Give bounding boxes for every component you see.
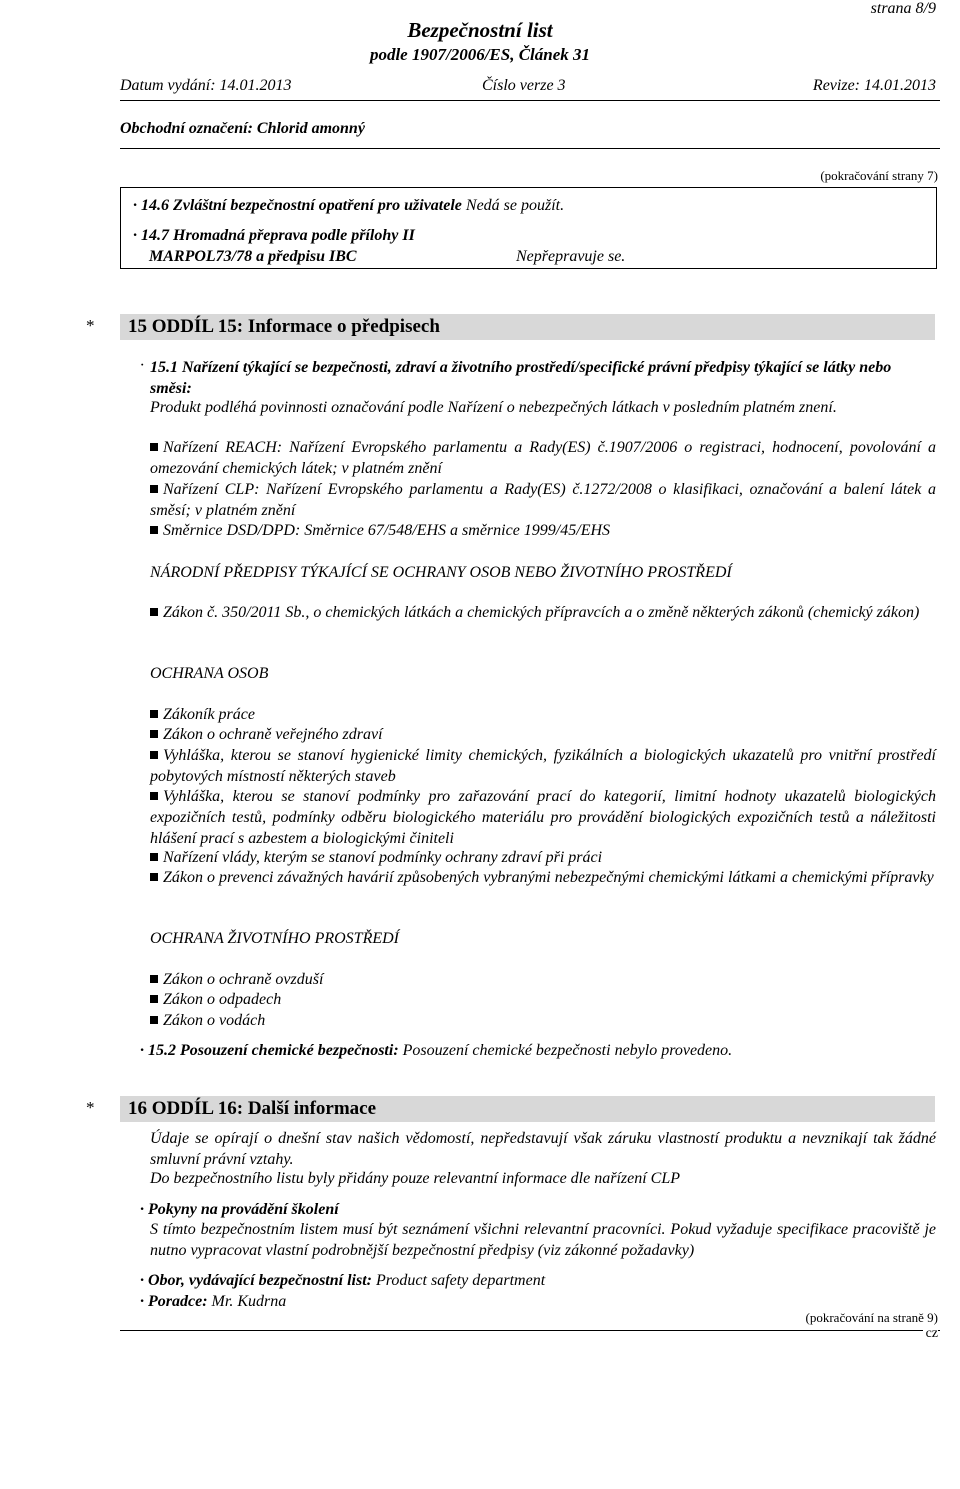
section-14-box	[120, 187, 937, 269]
continued-from: (pokračování strany 7)	[820, 168, 938, 183]
row-14-6	[133, 195, 564, 216]
version-number: Číslo verze 3	[482, 77, 566, 94]
reg-dsd: Směrnice DSD/DPD: Směrnice 67/548/EHS a směrnice 1999/45/EHS	[150, 520, 610, 541]
persons-heading: OCHRANA OSOB	[150, 665, 269, 682]
national-heading: NÁRODNÍ PŘEDPISY TÝKAJÍCÍ SE OCHRANY OSOB NEBO ŽIVOTNÍHO PROSTŘEDÍ	[150, 564, 732, 581]
bullet-square-icon	[150, 608, 158, 616]
subsection-15-2: · 15.2 Posouzení chemické bezpečnosti: Posouzení chemické bezpečnosti nebylo provedeno.	[140, 1042, 733, 1059]
language-code: cz	[923, 1326, 938, 1342]
reg-clp: Nařízení CLP: Nařízení Evropského parlamentu a Rady(ES) č.1272/2008 o klasifikaci, označování a balení látek a směsí; v platném znění	[150, 481, 936, 519]
bullet-square-icon	[150, 873, 158, 881]
env-item: Zákon o ochraně ovzduší	[150, 969, 323, 990]
bullet-square-icon	[150, 485, 158, 493]
section-16-text-1: Údaje se opírají o dnešní stav našich vědomostí, nepředstavují však záruku vlastností produktu a nevznikají tak žádné smluvní právní vztahy.	[150, 1130, 936, 1168]
training-title: · Pokyny na provádění školení	[140, 1201, 339, 1218]
persons-item: Zákon o prevenci závažných havárií způsobených vybranými nebezpečnými chemickými látkami a chemickými přípravky	[150, 867, 936, 888]
chemical-law: Zákon č. 350/2011 Sb., o chemických látkách a chemických přípravcích a o změně některých zákonů (chemický zákon)	[150, 602, 936, 623]
reg-reach: Nařízení REACH: Nařízení Evropského parlamentu a Rady(ES) č.1907/2006 o registraci, hodnocení, povolování a omezování chemických látek; v platném znění	[150, 439, 936, 477]
section-16-title: 16 ODDÍL 16: Další informace	[128, 1098, 377, 1119]
revision-marker: *	[86, 316, 95, 335]
revision-marker: *	[86, 1098, 95, 1117]
page-number: strana 8/9	[870, 0, 936, 17]
row-14-6-label: · 14.6 Zvláštní bezpečnostní opatření pro uživatele	[133, 197, 462, 214]
persons-item: Zákoník práce	[150, 704, 255, 725]
bullet-square-icon	[150, 792, 158, 800]
row-14-6-value: Nedá se použít.	[461, 197, 565, 214]
bullet-square-icon	[150, 710, 158, 718]
bullet-dot: ·	[140, 357, 144, 374]
contact-person: · Poradce: Mr. Kudrna	[140, 1293, 287, 1310]
bullet-square-icon	[150, 853, 158, 861]
document-subtitle: podle 1907/2006/ES, Článek 31	[369, 45, 591, 64]
issue-date: Datum vydání: 14.01.2013	[120, 77, 292, 94]
training-text: S tímto bezpečnostním listem musí být seznámení všichni relevantní pracovníci. Pokud vyžaduje specifikace pracoviště je nutno vypracovat vlastní podrobnější bezpečnostní předpisy (viz zákonné požadavky)	[150, 1221, 936, 1259]
env-heading: OCHRANA ŽIVOTNÍHO PROSTŘEDÍ	[150, 930, 399, 947]
bullet-square-icon	[150, 1016, 158, 1024]
section-16-text-2: Do bezpečnostního listu byly přidány pouze relevantní informace dle nařízení CLP	[150, 1170, 680, 1187]
bullet-square-icon	[150, 443, 158, 451]
persons-item: Vyhláška, kterou se stanoví hygienické limity chemických, fyzikálních a biologických ukazatelů pro vnitřní prostředí pobytových místností některých staveb	[150, 747, 936, 785]
header-divider	[120, 100, 940, 101]
trade-name: Obchodní označení: Chlorid amonný	[120, 120, 365, 137]
bullet-square-icon	[150, 995, 158, 1003]
issuing-department: · Obor, vydávající bezpečnostní list: Product safety department	[140, 1272, 546, 1289]
bullet-square-icon	[150, 730, 158, 738]
persons-item: Zákon o ochraně veřejného zdraví	[150, 724, 383, 745]
persons-item: Vyhláška, kterou se stanoví podmínky pro zařazování prací do kategorií, limitní hodnoty ukazatelů biologických expozičních testů, podmínky odběru biologického materiálu pro provádění biologických expozičních testů a náležitosti hlášení prací s azbestem a biologickými činiteli	[150, 788, 936, 847]
bullet-square-icon	[150, 751, 158, 759]
section-15-title: 15 ODDÍL 15: Informace o předpisech	[128, 316, 440, 337]
row-14-7-value: Nepřepravuje se.	[516, 248, 626, 265]
trade-divider	[120, 148, 940, 149]
subsection-15-1-text: Produkt podléhá povinnosti označování podle Nařízení o nebezpečných látkach v posledním platném znení.	[150, 399, 837, 416]
continued-on: (pokračování na straně 9)	[805, 1310, 938, 1325]
document-title: Bezpečnostní list	[407, 18, 553, 42]
subsection-15-1-title: 15.1 Nařízení týkající se bezpečnosti, zdraví a životního prostředí/specifické právní předpisy týkající se látky nebo směsi:	[150, 359, 892, 397]
row-14-7-label-1: · 14.7 Hromadná přeprava podle přílohy II	[133, 227, 415, 244]
row-14-7-label-2: MARPOL73/78 a předpisu IBC	[149, 248, 357, 265]
env-item: Zákon o odpadech	[150, 989, 281, 1010]
env-item: Zákon o vodách	[150, 1010, 265, 1031]
bullet-square-icon	[150, 526, 158, 534]
persons-item: Nařízení vlády, kterým se stanoví podmínky ochrany zdraví při práci	[150, 847, 602, 868]
bullet-square-icon	[150, 975, 158, 983]
revision-date: Revize: 14.01.2013	[812, 77, 936, 94]
footer-divider	[120, 1330, 940, 1331]
